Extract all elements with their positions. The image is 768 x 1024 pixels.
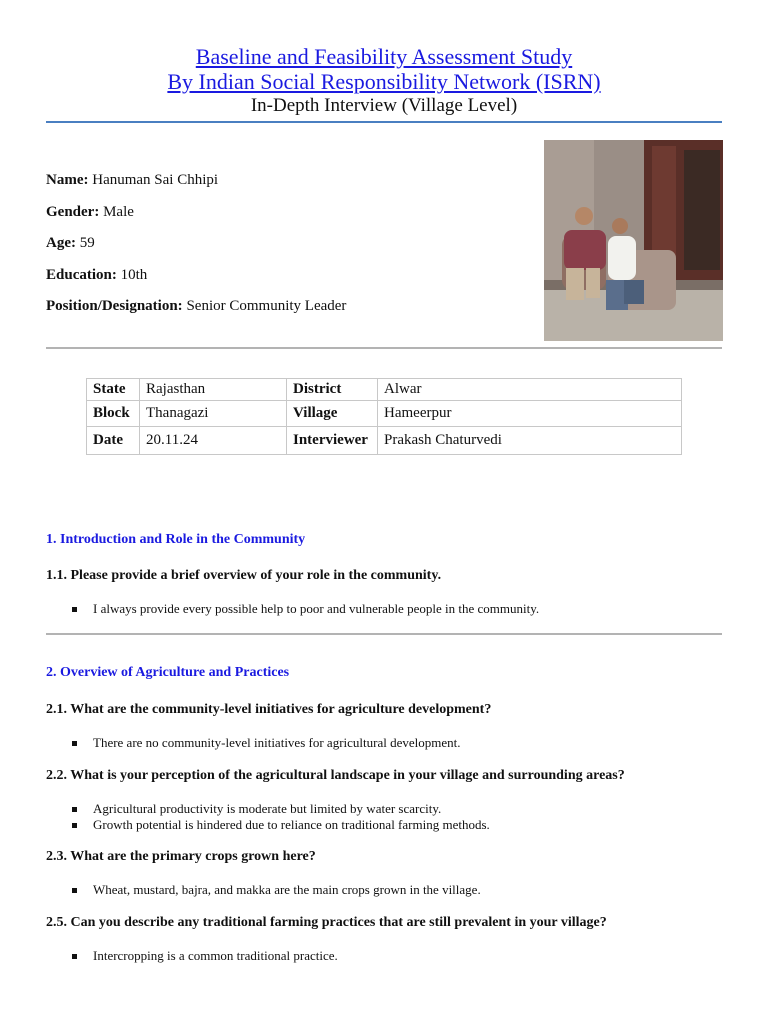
question: 2.3. What are the primary crops grown here? bbox=[46, 849, 316, 864]
position-value: Senior Community Leader bbox=[186, 298, 347, 314]
document-subtitle: In-Depth Interview (Village Level) bbox=[250, 95, 518, 116]
list-item bbox=[72, 948, 338, 964]
answer-list bbox=[72, 601, 539, 617]
list-item bbox=[72, 601, 539, 617]
list-item bbox=[72, 817, 490, 833]
education-label: Education: bbox=[46, 266, 117, 283]
section-divider bbox=[46, 633, 722, 635]
age-label: Age: bbox=[46, 235, 76, 251]
title-link-line2[interactable]: By Indian Social Responsibility Network (ISRN) bbox=[167, 69, 601, 94]
bullet-icon bbox=[72, 823, 77, 828]
age-value: 59 bbox=[79, 235, 95, 251]
position-label: Position/Designation: bbox=[46, 298, 183, 314]
interviewer-value: Prakash Chaturvedi bbox=[378, 427, 682, 455]
name-value: Hanuman Sai Chhipi bbox=[92, 172, 219, 188]
date-label: Date bbox=[87, 427, 140, 455]
name-label: Name: bbox=[46, 172, 89, 188]
question: 2.5. Can you describe any traditional farming practices that are still prevalent in your village? bbox=[46, 915, 607, 930]
interview-info-table bbox=[86, 378, 682, 455]
answer-list bbox=[72, 801, 490, 833]
answer-list bbox=[72, 948, 338, 964]
profile-divider bbox=[46, 347, 722, 349]
gender-label: Gender: bbox=[46, 203, 100, 220]
section-heading: 1. Introduction and Role in the Community bbox=[46, 532, 306, 547]
answer-text: Intercropping is a common traditional practice. bbox=[93, 948, 338, 963]
village-label: Village bbox=[287, 401, 378, 427]
interview-photo bbox=[544, 140, 723, 341]
district-label: District bbox=[287, 379, 378, 401]
header-divider bbox=[46, 121, 722, 123]
profile-education bbox=[46, 265, 526, 297]
block-label: Block bbox=[87, 401, 140, 427]
education-value: 10th bbox=[120, 266, 148, 283]
table-row bbox=[87, 427, 682, 455]
section-heading: 2. Overview of Agriculture and Practices bbox=[46, 665, 290, 680]
bullet-icon bbox=[72, 607, 77, 612]
gender-value: Male bbox=[103, 203, 134, 220]
bullet-icon bbox=[72, 888, 77, 893]
answer-text: Agricultural productivity is moderate but limited by water scarcity. bbox=[93, 801, 442, 816]
profile-age bbox=[46, 233, 526, 265]
document-header bbox=[46, 44, 722, 118]
list-item bbox=[72, 882, 481, 898]
bullet-icon bbox=[72, 807, 77, 812]
answer-list bbox=[72, 735, 460, 751]
profile-position bbox=[46, 296, 526, 328]
bullet-icon bbox=[72, 954, 77, 959]
profile-gender bbox=[46, 202, 526, 234]
interview-photo-image bbox=[544, 140, 723, 341]
question: 2.1. What are the community-level initiatives for agriculture development? bbox=[46, 702, 492, 717]
date-value: 20.11.24 bbox=[140, 427, 287, 455]
bullet-icon bbox=[72, 741, 77, 746]
answer-text: Wheat, mustard, bajra, and makka are the main crops grown in the village. bbox=[93, 882, 481, 897]
village-value: Hameerpur bbox=[378, 401, 682, 427]
question: 1.1. Please provide a brief overview of your role in the community. bbox=[46, 568, 442, 583]
state-label: State bbox=[87, 379, 140, 401]
state-value: Rajasthan bbox=[140, 379, 287, 401]
respondent-profile bbox=[46, 170, 526, 328]
question: 2.2. What is your perception of the agricultural landscape in your village and surrounding areas? bbox=[46, 768, 625, 783]
list-item bbox=[72, 801, 490, 817]
table-row bbox=[87, 401, 682, 427]
district-value: Alwar bbox=[378, 379, 682, 401]
interviewer-label: Interviewer bbox=[287, 427, 378, 455]
answer-text: There are no community-level initiatives for agricultural development. bbox=[93, 735, 461, 750]
answer-text: I always provide every possible help to poor and vulnerable people in the community. bbox=[93, 601, 540, 616]
answer-list bbox=[72, 882, 481, 898]
profile-name bbox=[46, 170, 526, 202]
list-item bbox=[72, 735, 460, 751]
table-row bbox=[87, 379, 682, 401]
answer-text: Growth potential is hindered due to reliance on traditional farming methods. bbox=[93, 817, 490, 832]
title-link-line1[interactable]: Baseline and Feasibility Assessment Study bbox=[195, 44, 573, 69]
block-value: Thanagazi bbox=[140, 401, 287, 427]
